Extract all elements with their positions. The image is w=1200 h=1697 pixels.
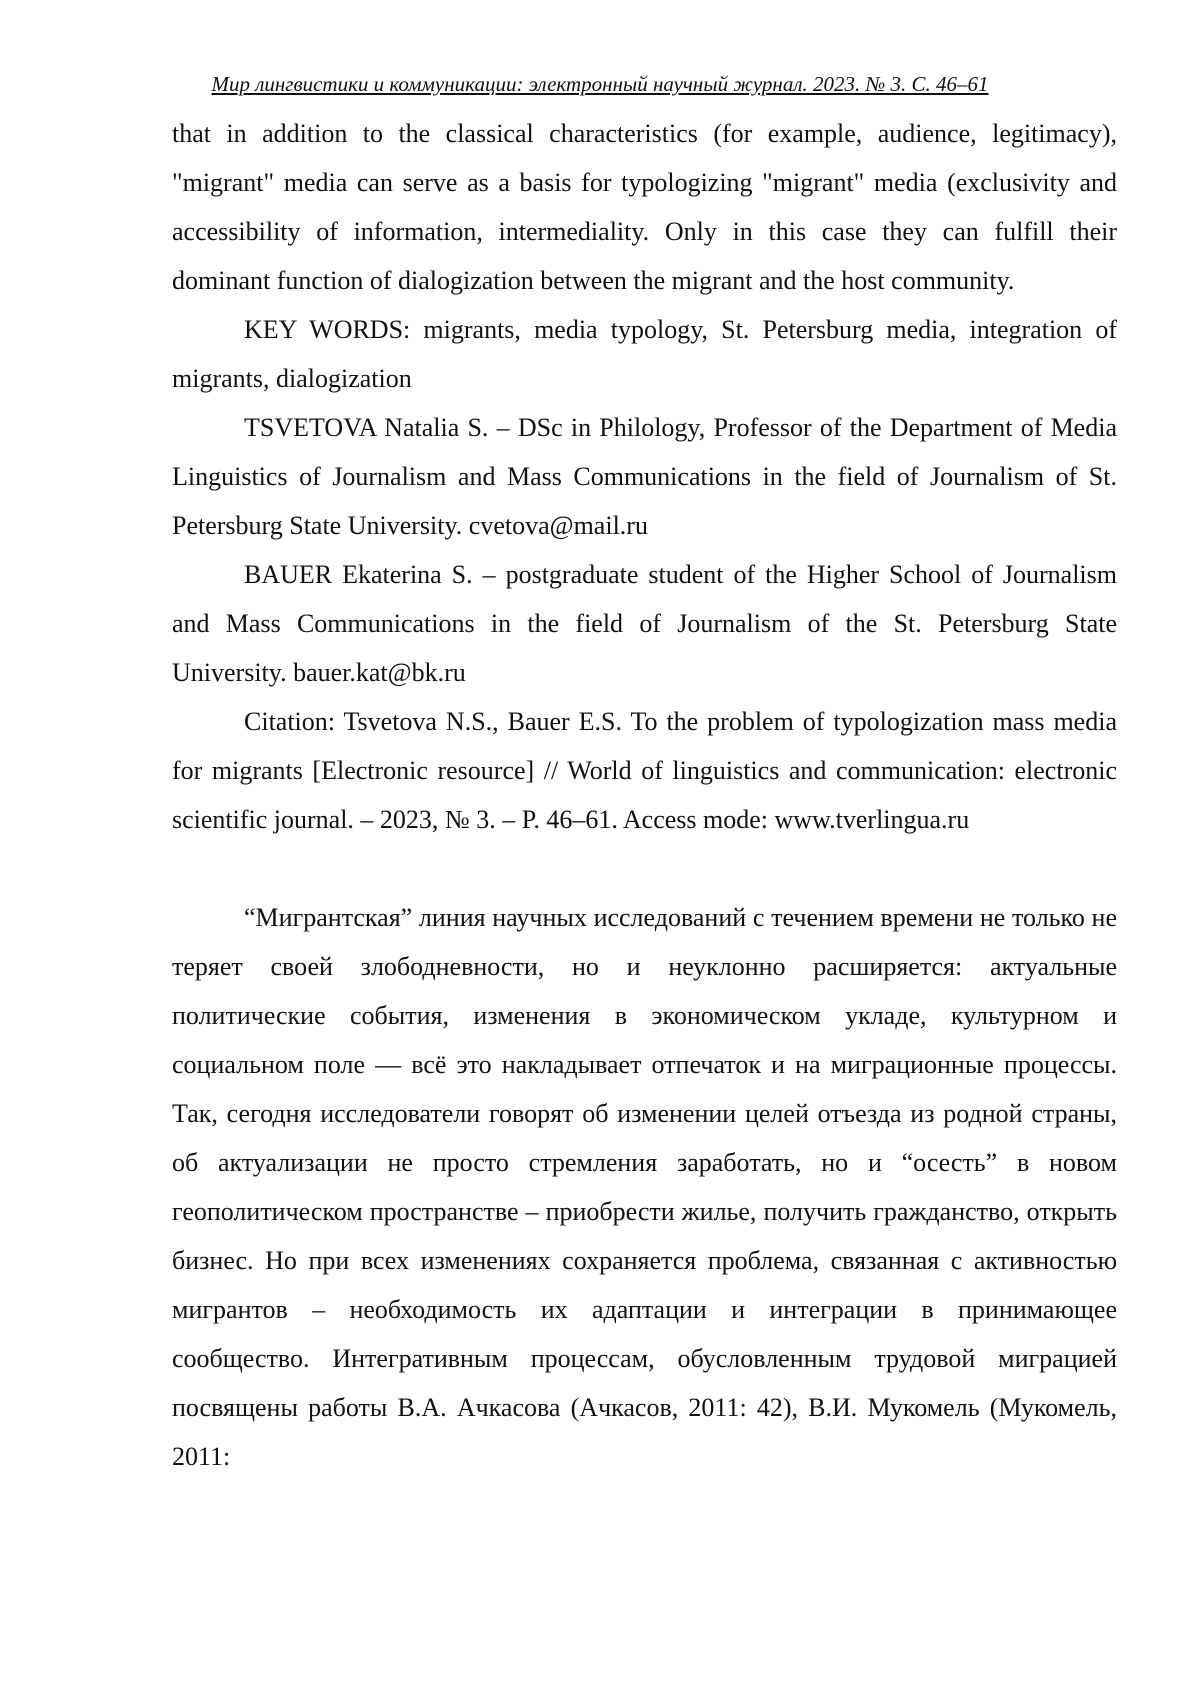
running-header: Мир лингвистики и коммуникации: электронный научный журнал. 2023. № 3. С. 46–61 bbox=[0, 70, 1200, 98]
author-info-tsvetova: TSVETOVA Natalia S. – DSc in Philology, Professor of the Department of Media Linguistics of Journalism and Mass Communications in the field of Journalism of St. Petersburg State University. cvetova@mail.ru bbox=[172, 403, 1117, 550]
keywords: KEY WORDS: migrants, media typology, St. Petersburg media, integration of migrants, dialogization bbox=[172, 305, 1117, 403]
citation: Citation: Tsvetova N.S., Bauer E.S. To the problem of typologization mass media for migrants [Electronic resource] // World of linguistics and communication: electronic scientific journal. – 2023, № 3. – P. 46–61. Access mode: www.tverlingua.ru bbox=[172, 697, 1117, 844]
section-spacer bbox=[172, 844, 1117, 893]
page-body bbox=[172, 109, 1117, 1481]
author-info-bauer: BAUER Ekaterina S. – postgraduate student of the Higher School of Journalism and Mass Communications in the field of Journalism of the St. Petersburg State University. bauer.kat@bk.ru bbox=[172, 550, 1117, 697]
abstract-tail: that in addition to the classical characteristics (for example, audience, legitimacy), "migrant" media can serve as a basis for typologizing "migrant" media (exclusivity and accessibility of information, intermediality. Only in this case they can fulfill their dominant function of dialogization between the migrant and the host community. bbox=[172, 109, 1117, 305]
body-paragraph: “Мигрантская” линия научных исследований с течением времени не только не теряет своей злободневности, но и неуклонно расширяется: актуальные политические события, изменения в экономическом укладе, культурном и социальном поле — всё это накладывает отпечаток и на миграционные процессы. Так, сегодня исследователи говорят об изменении целей отъезда из родной страны, об актуализации не просто стремления заработать, но и “осесть” в новом геополитическом пространстве – приобрести жилье, получить гражданство, открыть бизнес. Но при всех изменениях сохраняется проблема, связанная с активностью мигрантов – необходимость их адаптации и интеграции в принимающее сообщество. Интегративным процессам, обусловленным трудовой миграцией посвящены работы В.А. Ачкасова (Ачкасов, 2011: 42), В.И. Мукомель (Мукомель, 2011: bbox=[172, 893, 1117, 1481]
